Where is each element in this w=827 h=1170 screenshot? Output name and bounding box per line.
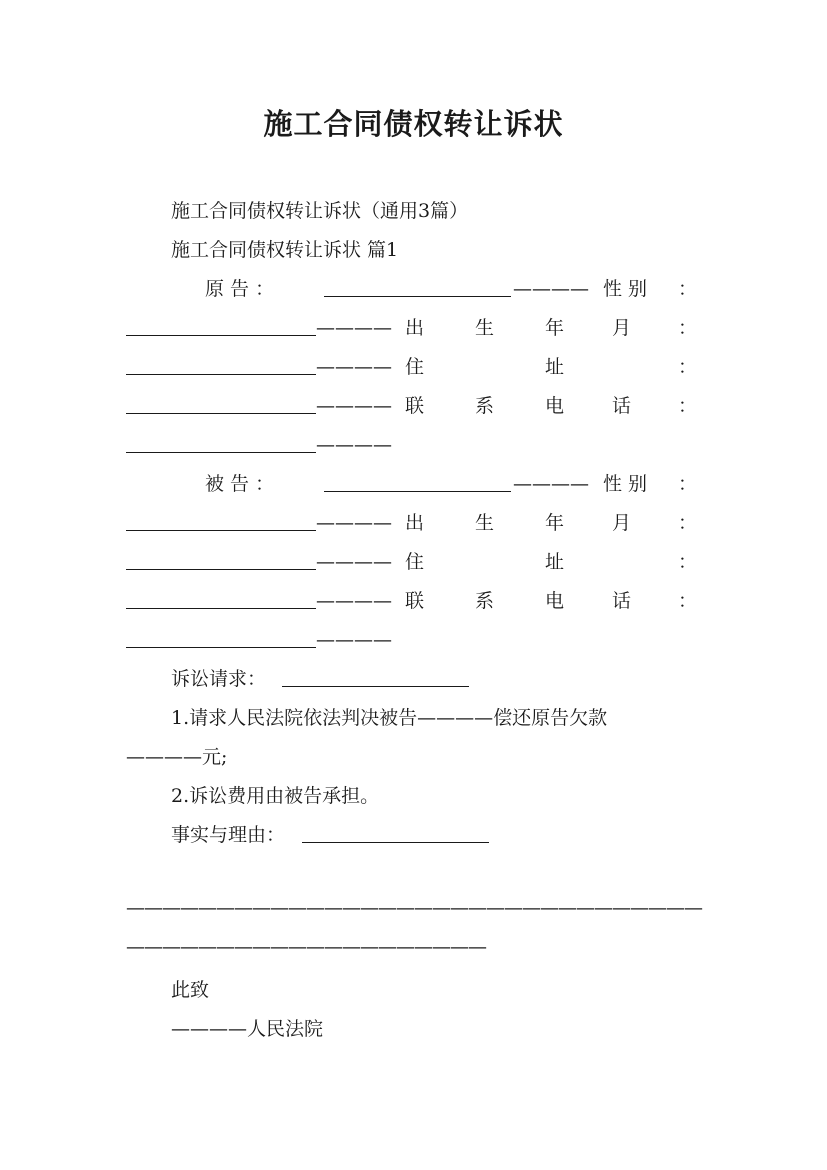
birth-char: 月 <box>612 512 632 534</box>
plaintiff-gender-blank <box>126 317 316 336</box>
address-char: 址 <box>545 551 565 573</box>
claim-1-continued: ————元; <box>126 746 228 768</box>
defendant-dashes: ———— <box>513 473 589 495</box>
colon: ： <box>678 317 698 339</box>
defendant-name-blank <box>324 473 511 492</box>
defendant-gender-label: 性 别 <box>603 473 648 495</box>
closing-text: 此致 <box>171 979 210 1001</box>
defendant-gender-blank <box>126 512 316 531</box>
colon: ： <box>678 278 698 300</box>
plaintiff-label: 原 告 ： <box>205 278 275 300</box>
defendant-dashes: ———— <box>316 590 392 612</box>
defendant-label: 被 告 ： <box>205 473 275 495</box>
claim-1: 1.请求人民法院依法判决被告————偿还原告欠款 <box>171 707 608 729</box>
phone-char: 联 <box>405 590 425 612</box>
birth-char: 出 <box>405 317 425 339</box>
phone-char: 电 <box>545 395 565 417</box>
plaintiff-dashes: ———— <box>316 434 392 456</box>
plaintiff-dashes: ———— <box>316 356 392 378</box>
colon: ： <box>678 512 698 534</box>
colon: ： <box>678 473 698 495</box>
plaintiff-birth-blank <box>126 356 316 375</box>
document-title: 施工合同债权转让诉状 <box>263 107 564 141</box>
birth-char: 年 <box>545 512 565 534</box>
court-addressee: ————人民法院 <box>171 1018 324 1040</box>
facts-blank <box>302 824 489 843</box>
phone-char: 话 <box>612 590 632 612</box>
defendant-phone-blank <box>126 629 316 648</box>
section-heading: 施工合同债权转让诉状 篇1 <box>171 239 399 261</box>
facts-line-2: ———————————————————— <box>126 936 486 958</box>
defendant-birth-blank <box>126 551 316 570</box>
plaintiff-dashes: ———— <box>513 278 589 300</box>
birth-char: 生 <box>475 512 495 534</box>
document-subtitle: 施工合同债权转让诉状（通用3篇） <box>171 200 469 222</box>
defendant-dashes: ———— <box>316 551 392 573</box>
address-char: 址 <box>545 356 565 378</box>
colon: ： <box>678 551 698 573</box>
birth-char: 生 <box>475 317 495 339</box>
facts-line-1: ———————————————————————————————— <box>126 897 702 919</box>
defendant-address-blank <box>126 590 316 609</box>
birth-char: 年 <box>545 317 565 339</box>
plaintiff-dashes: ———— <box>316 395 392 417</box>
plaintiff-dashes: ———— <box>316 317 392 339</box>
birth-char: 出 <box>405 512 425 534</box>
phone-char: 系 <box>475 590 495 612</box>
colon: ： <box>678 356 698 378</box>
defendant-dashes: ———— <box>316 629 392 651</box>
claims-blank <box>282 668 469 687</box>
facts-label: 事实与理由： <box>171 824 286 846</box>
plaintiff-address-blank <box>126 395 316 414</box>
plaintiff-name-blank <box>324 278 511 297</box>
phone-char: 话 <box>612 395 632 417</box>
plaintiff-phone-blank <box>126 434 316 453</box>
address-char: 住 <box>405 356 425 378</box>
address-char: 住 <box>405 551 425 573</box>
plaintiff-gender-label: 性 别 <box>603 278 648 300</box>
phone-char: 联 <box>405 395 425 417</box>
phone-char: 系 <box>475 395 495 417</box>
claims-label: 诉讼请求： <box>171 668 267 690</box>
claim-2: 2.诉讼费用由被告承担。 <box>171 785 380 807</box>
colon: ： <box>678 395 698 417</box>
defendant-dashes: ———— <box>316 512 392 534</box>
phone-char: 电 <box>545 590 565 612</box>
colon: ： <box>678 590 698 612</box>
birth-char: 月 <box>612 317 632 339</box>
